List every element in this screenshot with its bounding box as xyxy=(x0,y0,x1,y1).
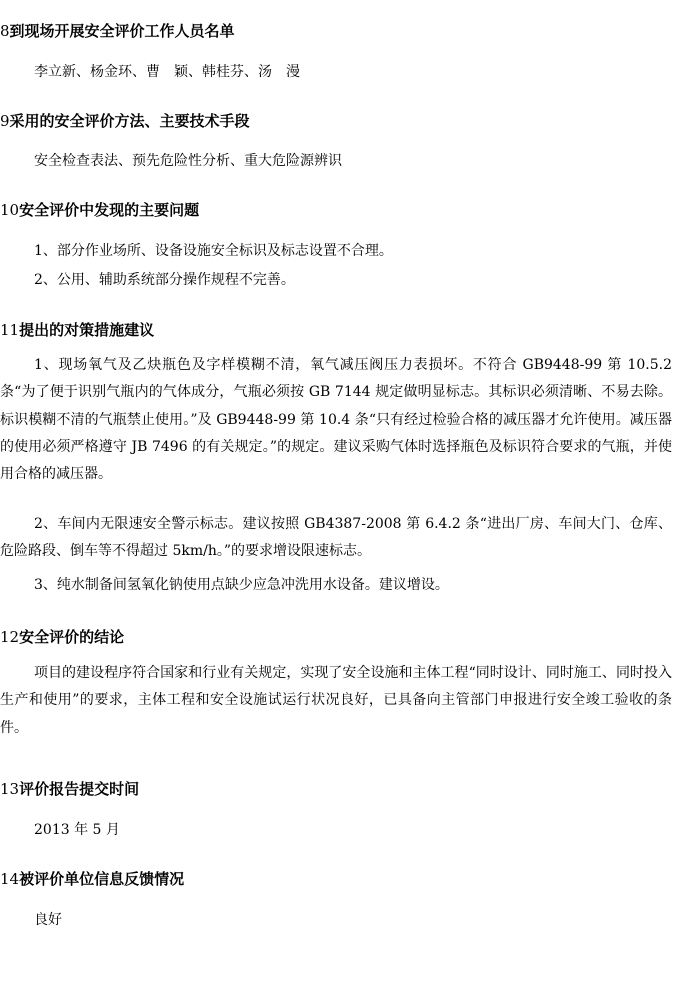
problem-item-2: 2、公用、辅助系统部分操作规程不完善。 xyxy=(34,272,295,288)
section-number: 10 xyxy=(0,201,20,219)
measure-paragraph-2: 2、车间内无限速安全警示标志。建议按照 GB4387-2008 第 6.4.2 条“进出厂房、车间大门、仓库、危险路段、倒车等不得超过 5km/h。”的要求增设限速标志。 xyxy=(0,516,672,560)
measure-paragraph-3: 3、纯水制备间氢氧化钠使用点缺少应急冲洗用水设备。建议增设。 xyxy=(34,577,449,593)
section-title: 采用的安全评价方法、主要技术手段 xyxy=(9,112,250,130)
section-number: 11 xyxy=(0,321,20,339)
section-title: 安全评价中发现的主要问题 xyxy=(19,201,200,219)
section-number: 13 xyxy=(0,780,20,798)
section-8-heading xyxy=(0,20,235,41)
section-8-body: 李立新、杨金环、曹 颖、韩桂芬、汤 漫 xyxy=(34,64,300,80)
section-title: 被评价单位信息反馈情况 xyxy=(19,870,185,888)
section-9-heading xyxy=(0,110,250,131)
problem-item-1: 1、部分作业场所、设备设施安全标识及标志设置不合理。 xyxy=(34,243,393,259)
section-13-heading xyxy=(0,778,139,799)
section-number: 14 xyxy=(0,870,20,888)
section-12-heading xyxy=(0,626,124,647)
section-14-heading xyxy=(0,868,184,889)
section-11-heading xyxy=(0,319,154,340)
report-date: 2013 年 5 月 xyxy=(34,822,120,838)
measure-paragraph-1: 1、现场氧气及乙炔瓶色及字样模糊不清，氧气减压阀压力表损坏。不符合 GB9448-99 第 10.5.2 条“为了便于识别气瓶内的气体成分，气瓶必须按 GB 7144 规定做明显标志。其标识必须清晰、不易去除。标识模糊不清的气瓶禁止使用。”及 GB9448-99 第 10.4 条“只有经过检验合格的减压器才允许使用。减压器的使用必须严格遵守 JB 7496 的有关规定。”的规定。建议采购气体时选择瓶色及标识符合要求的气瓶，并使用合格的减压器。 xyxy=(0,357,672,483)
section-number: 12 xyxy=(0,628,20,646)
section-10-heading xyxy=(0,199,199,220)
section-9-body: 安全检查表法、预先危险性分析、重大危险源辨识 xyxy=(34,153,342,169)
section-title: 到现场开展安全评价工作人员名单 xyxy=(9,22,235,40)
conclusion-paragraph: 项目的建设程序符合国家和行业有关规定，实现了安全设施和主体工程“同时设计、同时施工、同时投入生产和使用”的要求，主体工程和安全设施试运行状况良好，已具备向主管部门申报进行安全竣工验收的条件。 xyxy=(0,665,672,736)
section-title: 评价报告提交时间 xyxy=(19,780,140,798)
section-number: 9 xyxy=(0,112,10,130)
section-title: 安全评价的结论 xyxy=(19,628,125,646)
section-title: 提出的对策措施建议 xyxy=(19,321,155,339)
feedback-body: 良好 xyxy=(34,912,62,928)
section-number: 8 xyxy=(0,22,10,40)
